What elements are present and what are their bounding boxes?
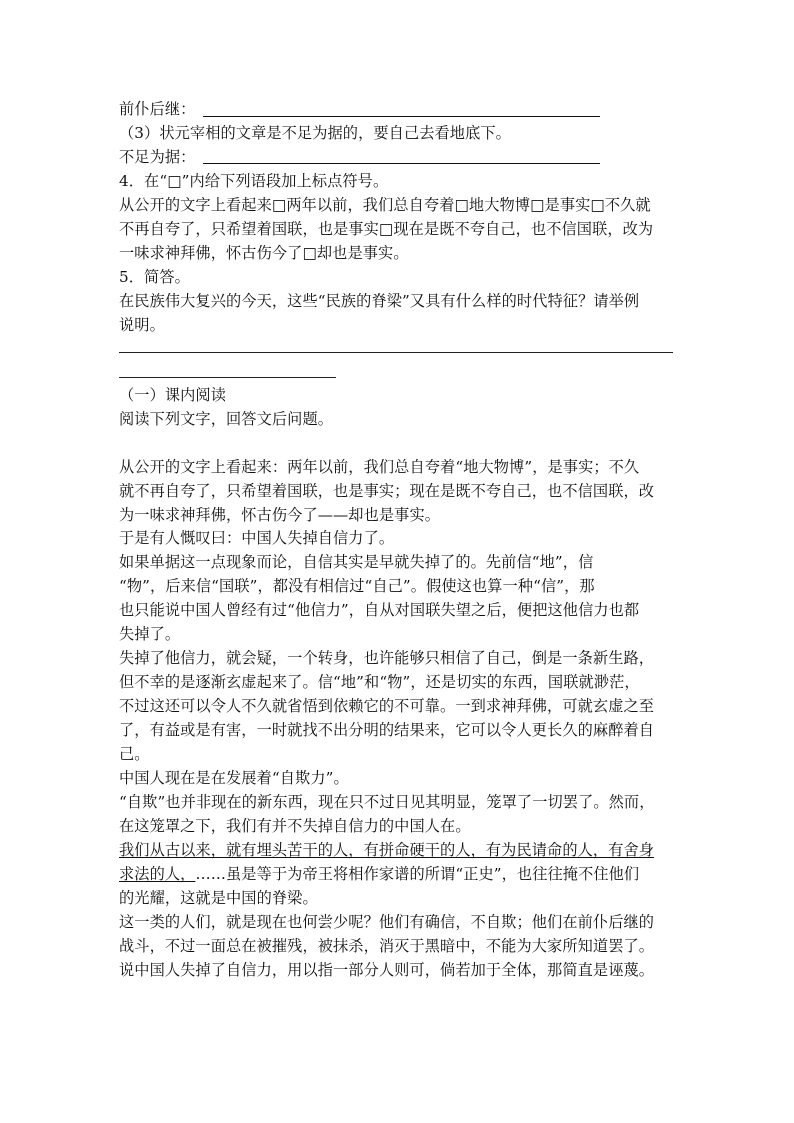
question-5-heading: 5．简答。 [119,268,190,286]
question-4-heading: 4．在“□”内给下列语段加上标点符号。 [119,172,389,190]
q3-idiom-label: 不足为据： [119,148,196,166]
passage-line: 于是有人慨叹曰：中国人失掉自信力了。 [119,529,395,547]
passage-line: 己。 [119,745,150,763]
section-instruction: 阅读下列文字，回答文后问题。 [119,410,334,428]
answer-line[interactable] [119,352,673,353]
underlined-passage-line: 我们从古以来，就有埋头苦干的人，有拼命硬干的人，有为民请命的人，有舍身 [119,841,655,859]
passage-line: “自欺”也并非现在的新东西，现在只不过日见其明显，笼罩了一切罢了。然而， [119,793,655,811]
passage-line: 也只能说中国人曾经有过“他信力”，自从对国联失望之后，便把这他信力也都 [119,601,640,619]
passage-line: 如果单据这一点现象而论，自信其实是早就失掉了的。先前信“地”，信 [119,553,594,571]
passage-text: ……虽是等于为帝王将相作家谱的所谓“正史”，也往往掩不住他们 [195,865,640,883]
passage-line: 在这笼罩之下，我们有并不失掉自信力的中国人在。 [119,817,471,835]
q3-idiom-label: 前仆后继： [119,100,196,118]
passage-line: 不过这还可以令人不久就省悟到依赖它的不可靠。一到求神拜佛，可就玄虚之至 [119,697,655,715]
section-title: （一）课内阅读 [119,386,227,404]
answer-blank-1[interactable] [203,116,600,117]
answer-blank-2[interactable] [203,163,600,164]
passage-line: 为一味求神拜佛，怀古伤今了——却也是事实。 [119,506,441,524]
passage-line: 说中国人失掉了自信力，用以指一部分人则可，倘若加于全体，那简直是诬蔑。 [119,961,655,979]
q3-sentence: （3）状元宰相的文章是不足为据的，要自己去看地底下。 [119,124,511,142]
passage-line: 失掉了他信力，就会疑，一个转身，也许能够只相信了自己，倒是一条新生路， [119,649,655,667]
passage-line: 这一类的人们，就是现在也何尝少呢？他们有确信，不自欺；他们在前仆后继的 [119,913,655,931]
underlined-text: 求法的人， [119,865,196,883]
question-4-line: 一味求神拜佛，怀古伤今了□却也是事实。 [119,244,409,262]
passage-line: 了，有益或是有害，一时就找不出分明的结果来，它可以令人更长久的麻醉着自 [119,721,655,739]
passage-line: 就不再自夸了，只希望着国联，也是事实；现在是既不夸自己，也不信国联，改 [119,482,655,500]
question-5-line: 在民族伟大复兴的今天，这些“民族的脊梁”又具有什么样的时代特征？请举例 [119,292,640,310]
question-4-line: 从公开的文字上看起来□两年以前，我们总自夸着□地大物博□是事实□不久就 [119,196,651,214]
question-4-line: 不再自夸了，只希望着国联，也是事实□现在是既不夸自己，也不信国联，改为 [119,220,654,238]
passage-line [119,864,639,884]
passage-line: 失掉了。 [119,625,181,643]
passage-line: 但不幸的是逐渐玄虚起来了。信“地”和“物”，还是切实的东西，国联就渺茫， [119,673,640,691]
passage-line: “物”，后来信“国联”，都没有相信过“自己”。假使这也算一种“信”，那 [119,577,595,595]
passage-line: 的光耀，这就是中国的脊梁。 [119,889,318,907]
section-divider [119,377,336,378]
passage-line: 中国人现在是在发展着“自欺力”。 [119,769,349,787]
question-5-line: 说明。 [119,316,165,334]
passage-line: 从公开的文字上看起来：两年以前，我们总自夸着“地大物博”，是事实；不久 [119,458,640,476]
passage-line: 战斗，不过一面总在被摧残，被抹杀，消灭于黑暗中，不能为大家所知道罢了。 [119,937,655,955]
